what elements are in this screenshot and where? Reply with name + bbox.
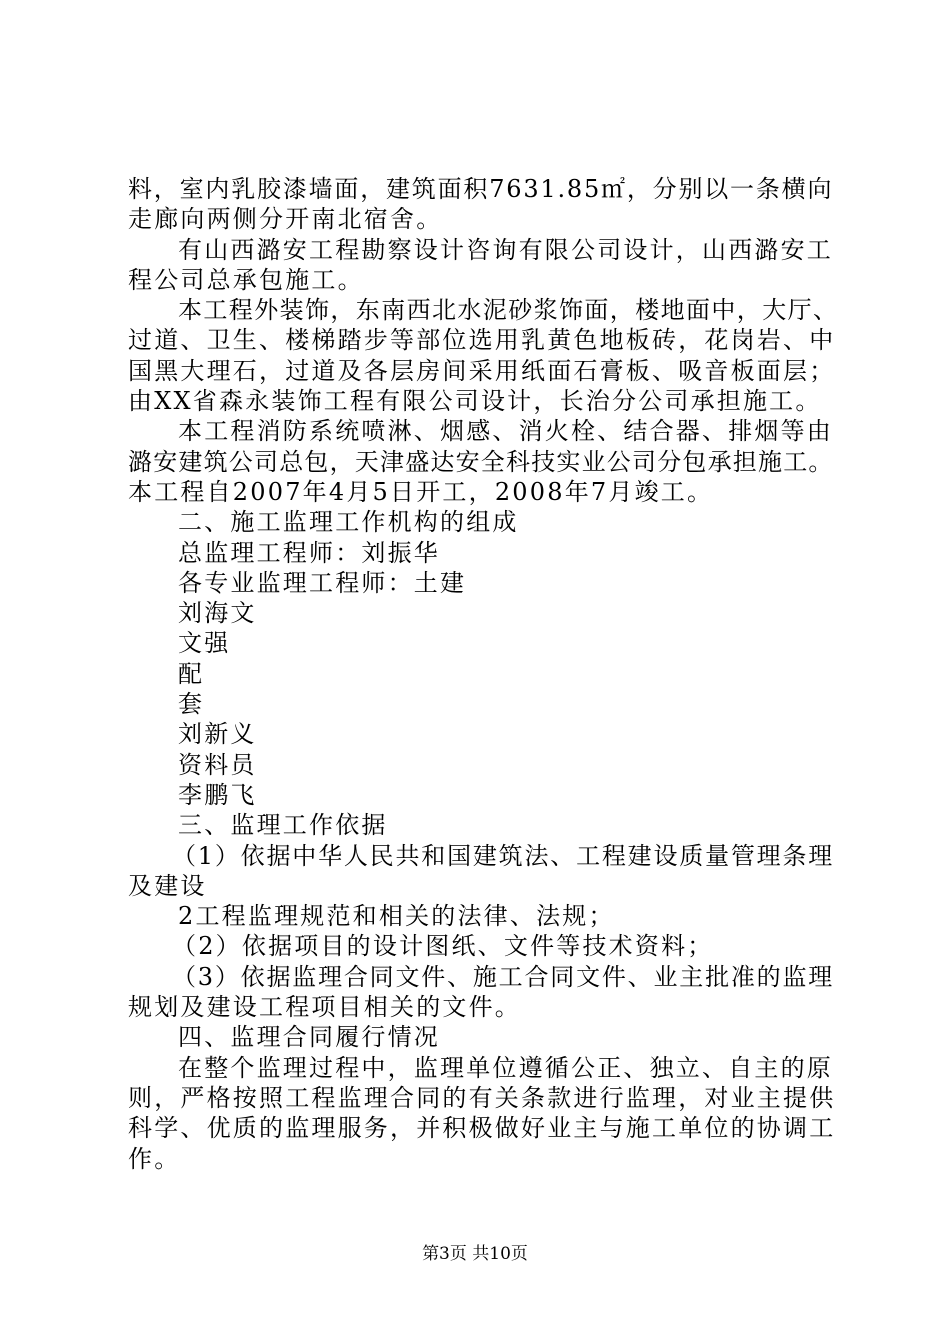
text-line: 资料员 (178, 750, 257, 779)
text-line: 文强 (178, 629, 231, 658)
text-line: 在整个监理过程中，监理单位遵循公正、独立、自主的原 (178, 1053, 833, 1082)
text-line: （3）依据监理合同文件、施工合同文件、业主批准的监理 (172, 962, 835, 991)
text-line: 本工程自2007年4月5日开工，2008年7月竣工。 (128, 477, 714, 506)
text-line: 本工程消防系统喷淋、烟感、消火栓、结合器、排烟等由 (178, 417, 833, 446)
text-line: 李鹏飞 (178, 780, 257, 809)
page-footer (0, 1242, 950, 1266)
text-line: 刘海文 (178, 599, 257, 628)
text-line: 科学、优质的监理服务，并积极做好业主与施工单位的协调工 (128, 1114, 836, 1143)
text-line: 料，室内乳胶漆墙面，建筑面积7631.85㎡，分别以一条横向 (128, 175, 834, 203)
section-heading: 四、监理合同履行情况 (178, 1023, 440, 1052)
text-line: 各专业监理工程师：土建 (178, 568, 467, 597)
text-line: 作。 (128, 1144, 181, 1173)
text-line: 及建设 (128, 871, 207, 900)
text-line: 本工程外装饰，东南西北水泥砂浆饰面，楼地面中，大厅、 (178, 296, 839, 325)
text-line: 潞安建筑公司总包，天津盛达安全科技实业公司分包承担施工。 (128, 447, 834, 476)
text-line: 程公司总承包施工。 (128, 265, 364, 294)
text-line: （2）依据项目的设计图纸、文件等技术资料； (172, 932, 714, 961)
document-body (128, 174, 838, 1174)
text-line: 则，严格按照工程监理合同的有关条款进行监理，对业主提供 (128, 1083, 836, 1112)
text-line: 规划及建设工程项目相关的文件。 (128, 993, 521, 1022)
text-line: （1）依据中华人民共和国建筑法、工程建设质量管理条理 (172, 841, 835, 870)
text-line: 走廊向两侧分开南北宿舍。 (128, 205, 443, 234)
page-number: 第3页 共10页 (422, 1244, 528, 1264)
text-line: 配 (178, 659, 205, 688)
section-heading: 三、监理工作依据 (178, 811, 388, 840)
text-line: 刘新义 (178, 720, 257, 749)
text-line: 过道、卫生、楼梯踏步等部位选用乳黄色地板砖，花岗岩、中 (128, 326, 836, 355)
text-line: 总监理工程师：刘振华 (178, 538, 440, 567)
text-line: 有山西潞安工程勘察设计咨询有限公司设计，山西潞安工 (178, 235, 833, 264)
text-line: 由XX省森永装饰工程有限公司设计，长治分公司承担施工。 (128, 387, 822, 416)
text-line: 2工程监理规范和相关的法律、法规； (178, 902, 615, 931)
text-line: 套 (178, 690, 205, 719)
section-heading: 二、施工监理工作机构的组成 (178, 508, 519, 537)
text-line: 国黑大理石，过道及各层房间采用纸面石膏板、吸音板面层； (128, 356, 836, 385)
